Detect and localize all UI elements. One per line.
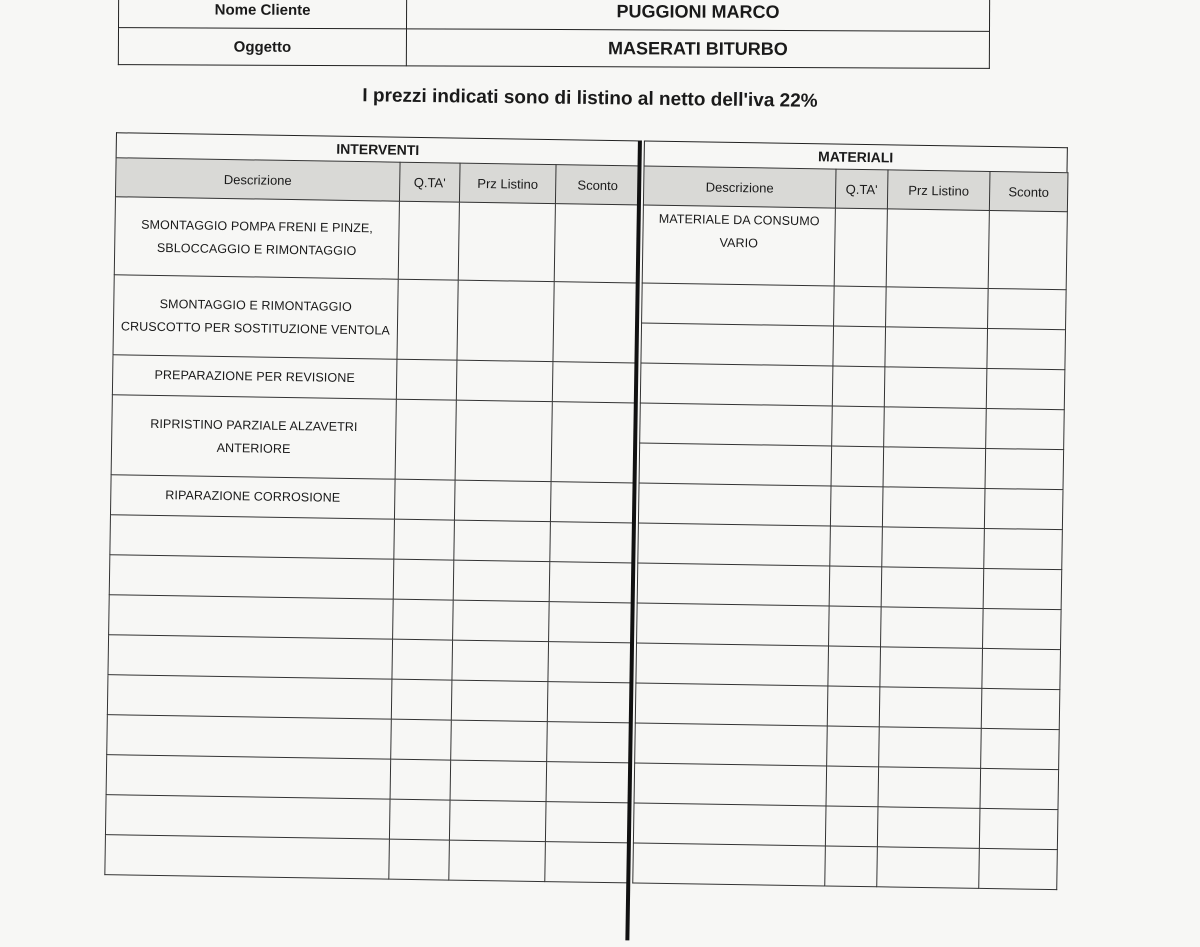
materiali-title: MATERIALI: [644, 141, 1068, 173]
interventi-row-desc: RIPARAZIONE CORROSIONE: [110, 475, 395, 519]
materiali-table: [632, 166, 1068, 891]
materiali-col-qta: Q.TA': [835, 169, 888, 209]
table-row: [637, 603, 1062, 650]
materiali-header-row: [643, 166, 1068, 212]
table-row: [635, 723, 1060, 770]
materiali-row-desc: MATERIALE DA CONSUMO VARIO: [642, 205, 835, 286]
table-row: [637, 563, 1062, 610]
table-row: [111, 395, 636, 483]
interventi-col-prz-listino: Prz Listino: [459, 163, 556, 204]
interventi-section: [104, 132, 640, 883]
interventi-title: INTERVENTI: [116, 132, 640, 165]
materiali-col-descrizione: Descrizione: [643, 166, 836, 208]
interventi-col-sconto: Sconto: [555, 165, 640, 205]
client-name-label: Nome Cliente: [119, 0, 407, 29]
interventi-row-desc: RIPRISTINO PARZIALE ALZAVETRI ANTERIORE: [111, 395, 396, 479]
interventi-row-desc: PREPARAZIONE PER REVISIONE: [112, 355, 397, 399]
table-row: [633, 803, 1058, 850]
table-row: [114, 197, 639, 283]
table-row: [639, 443, 1064, 490]
interventi-col-descrizione: Descrizione: [115, 158, 400, 201]
table-row: [636, 643, 1061, 690]
interventi-col-qta: Q.TA': [399, 162, 460, 202]
table-row: [642, 283, 1067, 330]
materiali-section: [632, 141, 1068, 891]
table-row: [634, 763, 1059, 810]
table-row: [641, 323, 1066, 370]
materiali-col-prz-listino: Prz Listino: [887, 170, 990, 211]
interventi-table: [104, 157, 640, 883]
subject-value: MASERATI BITURBO: [406, 29, 989, 69]
table-row: [633, 843, 1058, 890]
subject-label: Oggetto: [118, 28, 406, 66]
interventi-row-desc: SMONTAGGIO POMPA FRENI E PINZE, SBLOCCAGGIO E RIMONTAGGIO: [114, 197, 399, 279]
interventi-row-desc: SMONTAGGIO E RIMONTAGGIO CRUSCOTTO PER SOSTITUZIONE VENTOLA: [113, 275, 398, 359]
table-row: [640, 363, 1065, 410]
client-name-row: [119, 0, 990, 31]
client-info-table: [118, 0, 990, 69]
table-row: [635, 683, 1060, 730]
table-row: [113, 275, 638, 363]
table-row: [638, 483, 1063, 530]
price-note: I prezzi indicati sono di listino al netto dell'iva 22%: [362, 85, 818, 112]
table-row: [640, 403, 1065, 450]
materiali-col-sconto: Sconto: [989, 171, 1068, 211]
quote-grid: [87, 132, 1069, 947]
table-row: [638, 523, 1063, 570]
table-row: [642, 205, 1067, 290]
client-name-value: PUGGIONI MARCO: [407, 0, 990, 31]
table-row: [105, 835, 630, 883]
subject-row: [118, 28, 989, 69]
